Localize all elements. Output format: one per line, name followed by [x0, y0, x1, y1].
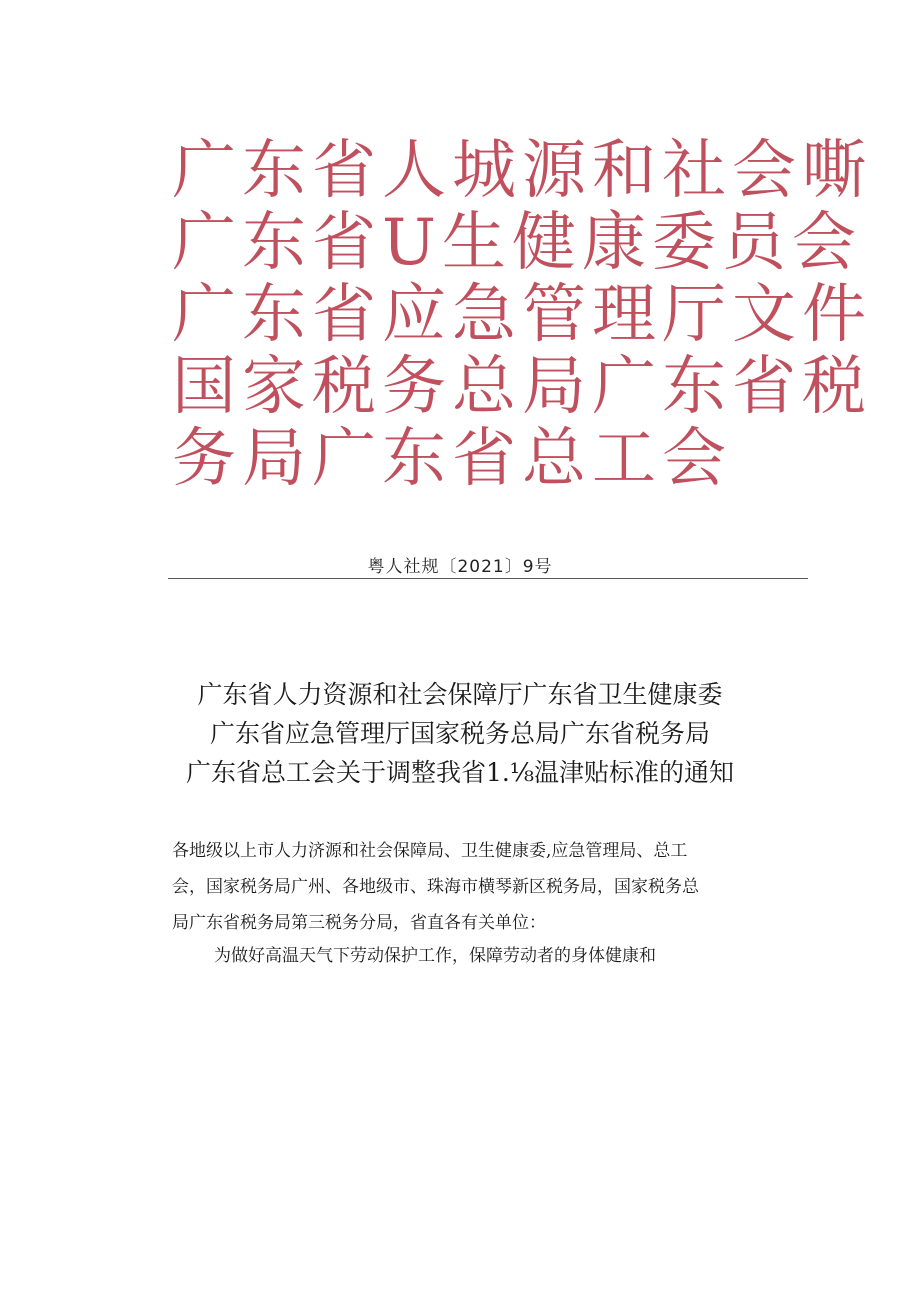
- masthead-line-2: 广东省U生健康委员会: [172, 206, 862, 280]
- addressee-line-3: 局广东省税务局第三税务分局，省直各有关单位：: [172, 913, 546, 933]
- notice-title-line-1: 广东省人力资源和社会保障厅广东省卫生健康委: [197, 680, 723, 709]
- notice-title-line-2: 广东省应急管理厅国家税务总局广东省税务局: [209, 719, 710, 748]
- addressee-line-2: 会，国家税务局广州、各地级市、珠海市横琴新区税务局，国家税务总: [172, 877, 699, 897]
- notice-title: [0, 675, 920, 792]
- addressee-block: [172, 833, 812, 941]
- masthead-line-5: 务局广东省总工会: [172, 422, 732, 496]
- masthead-line-3: 广东省应急管理厅文件: [172, 278, 872, 352]
- addressee-line-1: 各地级以上市人力济源和社会保障局、卫生健康委,应急管理局、总工: [172, 841, 688, 861]
- header-divider: [168, 578, 808, 579]
- document-number: 粤人社规〔2021〕9号: [367, 557, 553, 577]
- masthead: [172, 134, 872, 496]
- body-paragraph: 为做好高温天气下劳动保护工作，保障劳动者的身体健康和: [214, 946, 656, 966]
- notice-title-line-3: 广东省总工会关于调整我省1.⅛温津贴标准的通知: [185, 758, 735, 787]
- masthead-line-1: 广东省人城源和社会嘶: [172, 134, 872, 208]
- masthead-line-4: 国家税务总局广东省税: [172, 350, 872, 424]
